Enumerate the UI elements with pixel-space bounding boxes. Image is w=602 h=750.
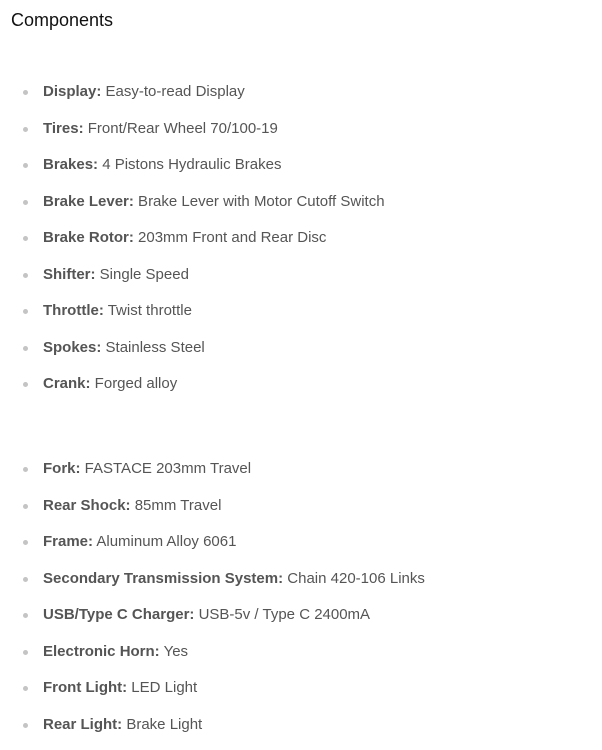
bullet-icon <box>23 467 28 472</box>
spec-label: Spokes: <box>43 339 101 356</box>
spec-item-fork <box>0 458 602 495</box>
spec-label: Frame: <box>43 533 93 550</box>
spec-label: Brake Lever: <box>43 193 134 210</box>
spec-label: Rear Shock: <box>43 497 131 514</box>
spec-item-shifter <box>0 264 602 301</box>
spec-item-front-light <box>0 677 602 714</box>
spec-label: USB/Type C Charger: <box>43 606 194 623</box>
bullet-icon <box>23 504 28 509</box>
spec-label: Secondary Transmission System: <box>43 570 283 587</box>
bullet-icon <box>23 236 28 241</box>
spec-value: Aluminum Alloy 6061 <box>93 533 236 550</box>
spec-value: 203mm Front and Rear Disc <box>134 229 327 246</box>
bullet-icon <box>23 723 28 728</box>
spec-value: Twist throttle <box>104 302 192 319</box>
spec-label: Crank: <box>43 375 91 392</box>
bullet-icon <box>23 127 28 132</box>
spec-label: Shifter: <box>43 266 96 283</box>
spec-item-frame <box>0 531 602 568</box>
bullet-icon <box>23 163 28 168</box>
spec-label: Fork: <box>43 460 81 477</box>
spec-value: Yes <box>160 643 188 660</box>
spec-item-brakes <box>0 154 602 191</box>
spec-label: Brake Rotor: <box>43 229 134 246</box>
spec-value: USB-5v / Type C 2400mA <box>194 606 370 623</box>
spec-item-spokes <box>0 337 602 374</box>
spec-label: Display: <box>43 83 101 100</box>
spec-item-brake-lever <box>0 191 602 228</box>
spec-label: Electronic Horn: <box>43 643 160 660</box>
bullet-icon <box>23 540 28 545</box>
spec-label: Rear Light: <box>43 716 122 733</box>
spec-value: Easy-to-read Display <box>101 83 244 100</box>
spec-item-throttle <box>0 300 602 337</box>
spec-value: Stainless Steel <box>101 339 204 356</box>
spec-value: 4 Pistons Hydraulic Brakes <box>98 156 281 173</box>
spec-label: Front Light: <box>43 679 127 696</box>
spec-value: Brake Lever with Motor Cutoff Switch <box>134 193 385 210</box>
spec-value: LED Light <box>127 679 197 696</box>
spec-item-rear-light <box>0 714 602 750</box>
spec-value: Chain 420-106 Links <box>283 570 425 587</box>
spec-item-rear-shock <box>0 495 602 532</box>
spec-value: FASTACE 203mm Travel <box>81 460 252 477</box>
bullet-icon <box>23 200 28 205</box>
spec-value: Single Speed <box>96 266 189 283</box>
spec-item-crank <box>0 373 602 410</box>
spec-value: Brake Light <box>122 716 202 733</box>
spec-item-display <box>0 81 602 118</box>
bullet-icon <box>23 90 28 95</box>
spec-item-electronic-horn <box>0 641 602 678</box>
bullet-icon <box>23 577 28 582</box>
bullet-icon <box>23 346 28 351</box>
bullet-icon <box>23 382 28 387</box>
spec-item-secondary-transmission <box>0 568 602 605</box>
bullet-icon <box>23 309 28 314</box>
bullet-icon <box>23 613 28 618</box>
spec-label: Throttle: <box>43 302 104 319</box>
spec-label: Tires: <box>43 120 84 137</box>
component-list-primary <box>0 81 602 410</box>
spec-value: 85mm Travel <box>131 497 222 514</box>
section-title: Components <box>11 8 113 32</box>
spec-item-tires <box>0 118 602 155</box>
spec-value: Front/Rear Wheel 70/100-19 <box>84 120 278 137</box>
spec-value: Forged alloy <box>91 375 178 392</box>
spec-item-brake-rotor <box>0 227 602 264</box>
bullet-icon <box>23 686 28 691</box>
bullet-icon <box>23 650 28 655</box>
spec-label: Brakes: <box>43 156 98 173</box>
spec-item-usb-charger <box>0 604 602 641</box>
bullet-icon <box>23 273 28 278</box>
component-list-secondary <box>0 458 602 750</box>
